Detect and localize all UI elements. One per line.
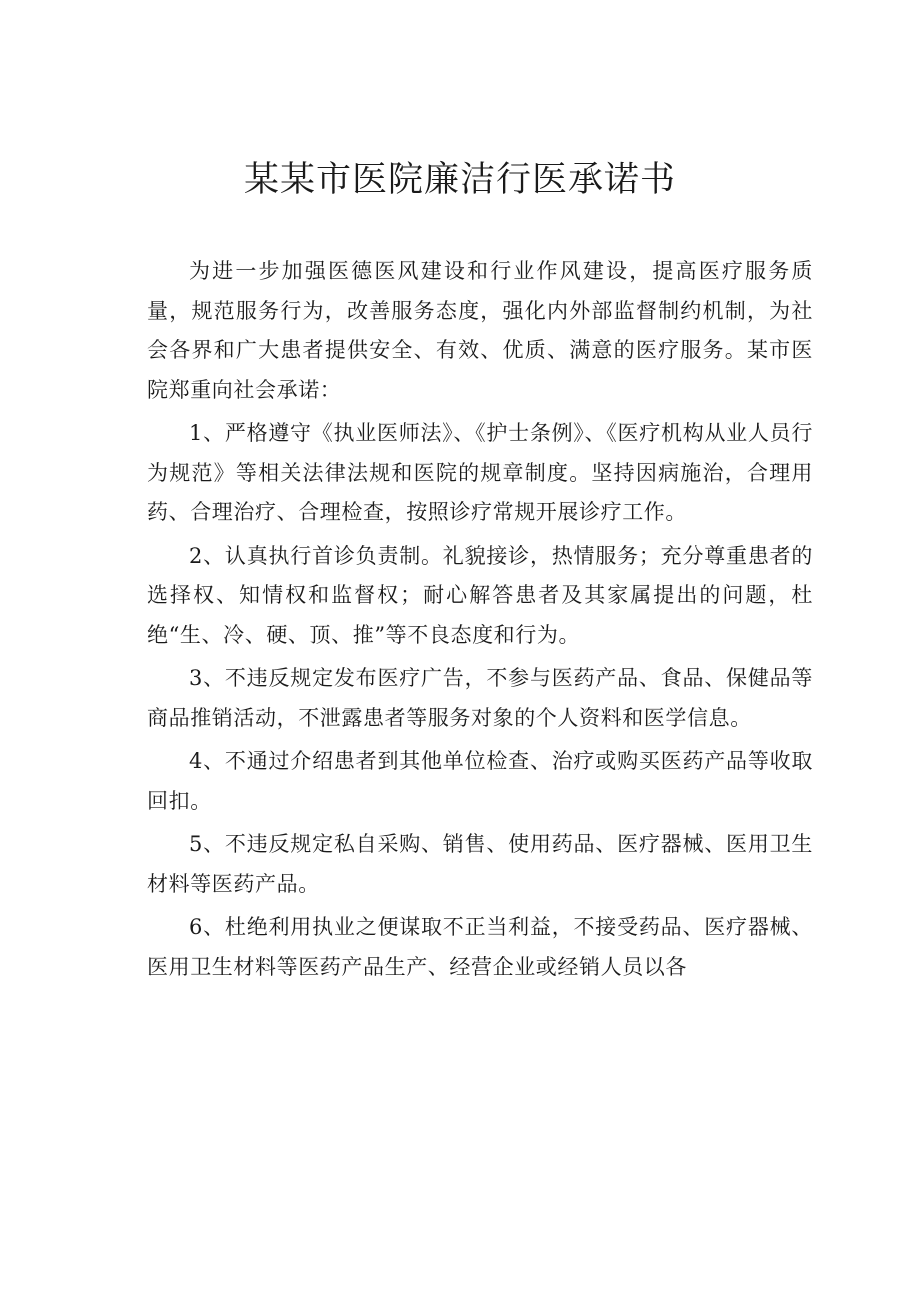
- document-title: 某某市医院廉洁行医承诺书: [243, 160, 676, 200]
- commitment-item-5: 5、不违反规定私自采购、销售、使用药品、医疗器械、医用卫生材料等医药产品。: [147, 832, 813, 896]
- commitment-item-1: 1、严格遵守《执业医师法》、《护士条例》、《医疗机构从业人员行为规范》等相关法律法规和医院的规章制度。坚持因病施治，合理用药、合理治疗、合理检查，按照诊疗常规开展诊疗工作。: [147, 421, 813, 524]
- commitment-item-3: 3、不违反规定发布医疗广告，不参与医药产品、食品、保健品等商品推销活动，不泄露患者等服务对象的个人资料和医学信息。: [147, 666, 813, 730]
- commitment-item-4: 4、不通过介绍患者到其他单位检查、治疗或购买医药产品等收取回扣。: [147, 749, 813, 813]
- commitment-item-2: 2、认真执行首诊负责制。礼貌接诊，热情服务；充分尊重患者的选择权、知情权和监督权；耐心解答患者及其家属提出的问题，杜绝“生、冷、硬、顶、推”等不良态度和行为。: [147, 543, 813, 647]
- document-body: [147, 252, 813, 987]
- commitment-item-6: 6、杜绝利用执业之便谋取不正当利益，不接受药品、医疗器械、医用卫生材料等医药产品生产、经营企业或经销人员以各: [147, 915, 813, 979]
- intro-paragraph: 为进一步加强医德医风建设和行业作风建设，提高医疗服务质量，规范服务行为，改善服务态度，强化内外部监督制约机制，为社会各界和广大患者提供安全、有效、优质、满意的医疗服务。某市医院郑重向社会承诺：: [147, 259, 813, 402]
